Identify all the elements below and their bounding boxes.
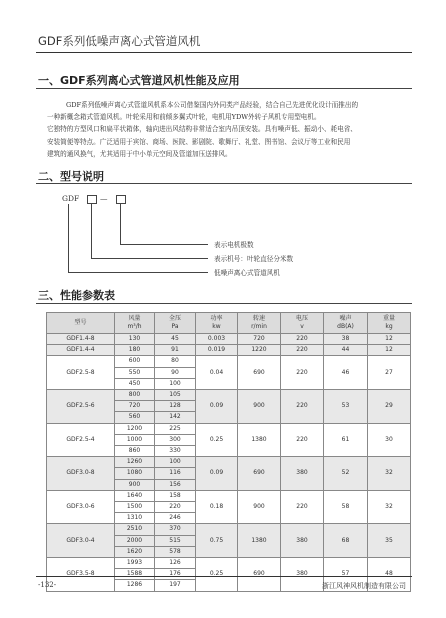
intro-line: 建筑的通风换气，尤其适用于中小单元空间及管道加压送排风。 [47,149,232,158]
cell-pressure: 116 [155,468,196,479]
intro-line: 一种新概念箱式管道风机。叶轮采用和前倾多翼式叶轮，电机用YDW外转子风机专用型电机。 [47,113,321,122]
col-header-unit: Pa [171,323,179,330]
legend-fan-type: 低噪声离心式管道风机 [214,269,280,277]
section3-title: 三、性能参数表 [38,289,115,302]
cell-noise: 38 [324,334,368,345]
cell-speed: 720 [238,334,281,345]
cell-pressure: 220 [155,502,196,513]
cell-speed: 1220 [238,345,281,356]
cell-voltage: 220 [281,423,324,457]
cell-airflow: 1310 [115,513,155,524]
cell-voltage: 220 [281,345,324,356]
leader-line [68,272,208,273]
cell-voltage: 380 [281,457,324,491]
cell-airflow: 1588 [115,569,155,580]
col-header-label: 噪声 [339,314,352,322]
cell-model: GDF1.4-8 [47,334,115,345]
col-header-pressure [155,313,196,334]
cell-speed: 1380 [238,524,281,558]
cell-pressure: 176 [155,569,196,580]
leader-line [120,204,121,244]
col-header-label: 电压 [295,314,308,322]
intro-line: GDF系列低噪声离心式管道风机系本公司借鉴国内外同类产品经验，结合自己先进优化设计而推出的 [66,101,359,109]
col-header-unit: v [300,323,304,330]
leader-line [91,204,92,258]
cell-pressure: 300 [155,434,196,445]
cell-noise: 46 [324,356,368,390]
cell-voltage: 220 [281,334,324,345]
page-header-title: GDF系列低噪声离心式管道风机 [38,34,201,48]
cell-pressure: 105 [155,390,196,401]
table-row [47,423,411,434]
col-header-label: 功率 [210,314,223,322]
section1-title: 一、GDF系列离心式管道风机性能及应用 [38,74,240,87]
cell-airflow: 1000 [115,434,155,445]
cell-voltage: 380 [281,558,324,592]
cell-noise: 57 [324,558,368,592]
page-number: -132- [38,581,57,589]
cell-model: GDF3.0-6 [47,490,115,524]
cell-pressure: 370 [155,524,196,535]
cell-airflow: 600 [115,356,155,367]
cell-airflow: 550 [115,367,155,378]
cell-weight: 12 [368,334,411,345]
col-header-label: 重量 [382,314,395,322]
col-header-speed [238,313,281,334]
col-header-label: 全压 [168,314,181,322]
cell-airflow: 900 [115,479,155,490]
cell-airflow: 450 [115,378,155,389]
cell-noise: 44 [324,345,368,356]
cell-pressure: 100 [155,378,196,389]
cell-airflow: 1080 [115,468,155,479]
cell-weight: 48 [368,558,411,592]
footer-rule [36,576,412,577]
cell-voltage: 220 [281,390,324,424]
model-separator: — [100,194,108,203]
col-header-label: 转速 [252,314,265,322]
section2-rule [36,183,412,184]
cell-voltage: 220 [281,490,324,524]
cell-power: 0.25 [196,558,238,592]
table-row [47,558,411,569]
cell-power: 0.003 [196,334,238,345]
cell-pressure: 126 [155,558,196,569]
leader-line [68,204,69,272]
leader-line [120,244,208,245]
cell-power: 0.04 [196,356,238,390]
cell-airflow: 2510 [115,524,155,535]
cell-noise: 53 [324,390,368,424]
cell-speed: 690 [238,356,281,390]
cell-noise: 61 [324,423,368,457]
cell-airflow: 1620 [115,546,155,557]
col-header-noise [324,313,368,334]
cell-pressure: 156 [155,479,196,490]
cell-power: 0.18 [196,490,238,524]
leader-line [91,258,208,259]
cell-power: 0.09 [196,390,238,424]
table-header-row [47,313,411,334]
col-header-model [47,313,115,334]
cell-airflow: 560 [115,412,155,423]
cell-airflow: 860 [115,446,155,457]
cell-power: 0.25 [196,423,238,457]
cell-noise: 58 [324,490,368,524]
col-header-label: 风量 [128,314,141,322]
table-row [47,457,411,468]
cell-pressure: 128 [155,401,196,412]
company-name: 浙江风神风机制造有限公司 [322,582,406,590]
cell-model: GDF1.4-4 [47,345,115,356]
cell-voltage: 380 [281,524,324,558]
cell-pressure: 578 [155,546,196,557]
cell-airflow: 1286 [115,580,155,591]
legend-poles: 表示电机极数 [214,241,254,249]
cell-airflow: 1500 [115,502,155,513]
table-body [47,334,411,592]
cell-weight: 29 [368,390,411,424]
cell-pressure: 330 [155,446,196,457]
performance-table [46,312,411,592]
cell-weight: 35 [368,524,411,558]
cell-model: GDF3.0-8 [47,457,115,491]
cell-airflow: 1993 [115,558,155,569]
cell-power: 0.09 [196,457,238,491]
cell-pressure: 158 [155,490,196,501]
cell-speed: 690 [238,558,281,592]
table-row [47,524,411,535]
cell-noise: 68 [324,524,368,558]
cell-pressure: 225 [155,423,196,434]
cell-airflow: 2000 [115,535,155,546]
cell-weight: 12 [368,345,411,356]
col-header-unit: kw [212,323,221,330]
cell-model: GDF3.0-4 [47,524,115,558]
model-code-box [87,195,97,204]
section3-rule [36,303,412,304]
col-header-unit: r/min [251,323,267,330]
cell-airflow: 130 [115,334,155,345]
col-header-voltage [281,313,324,334]
cell-weight: 27 [368,356,411,390]
cell-model: GDF3.5-8 [47,558,115,592]
col-header-weight [368,313,411,334]
cell-pressure: 100 [155,457,196,468]
cell-airflow: 1260 [115,457,155,468]
cell-pressure: 90 [155,367,196,378]
cell-pressure: 80 [155,356,196,367]
col-header-label: 型号 [74,318,87,326]
cell-airflow: 800 [115,390,155,401]
cell-airflow: 1200 [115,423,155,434]
cell-weight: 30 [368,423,411,457]
cell-noise: 52 [324,457,368,491]
header-rule [36,52,412,53]
intro-text [47,99,406,160]
cell-airflow: 1640 [115,490,155,501]
cell-model: GDF2.5-8 [47,356,115,390]
col-header-unit: m³/h [127,323,142,330]
cell-pressure: 515 [155,535,196,546]
col-header-unit: kg [385,323,393,330]
table-row [47,490,411,501]
cell-model: GDF2.5-4 [47,423,115,457]
table-row [47,390,411,401]
model-prefix: GDF [62,194,80,203]
intro-line: 它独特的方型风口和扁平状箱体，轴向进出风结构非常适合室内吊顶安装。具有噪声低、振动小、耗电省、 [47,125,357,134]
cell-pressure: 197 [155,580,196,591]
model-code-box [116,195,126,204]
cell-pressure: 91 [155,345,196,356]
section2-title: 二、型号说明 [38,170,104,183]
col-header-power [196,313,238,334]
table-row [47,356,411,367]
cell-weight: 32 [368,457,411,491]
cell-speed: 900 [238,390,281,424]
cell-power: 0.019 [196,345,238,356]
col-header-unit: dB(A) [337,323,354,330]
cell-power: 0.75 [196,524,238,558]
cell-model: GDF2.5-6 [47,390,115,424]
intro-line: 安装简便等特点。广泛适用于宾馆、商场、医院、影剧院、歌舞厅、礼堂、图书馆、会议厅等工业和民用 [47,137,351,146]
cell-pressure: 246 [155,513,196,524]
cell-speed: 690 [238,457,281,491]
cell-weight: 32 [368,490,411,524]
legend-machine-number: 表示机号：叶轮直径分米数 [214,255,294,263]
section1-rule [36,88,412,89]
cell-voltage: 220 [281,356,324,390]
cell-pressure: 45 [155,334,196,345]
table-row [47,334,411,345]
cell-airflow: 180 [115,345,155,356]
cell-pressure: 142 [155,412,196,423]
table-row [47,345,411,356]
cell-airflow: 720 [115,401,155,412]
cell-speed: 1380 [238,423,281,457]
cell-speed: 900 [238,490,281,524]
col-header-airflow [115,313,155,334]
